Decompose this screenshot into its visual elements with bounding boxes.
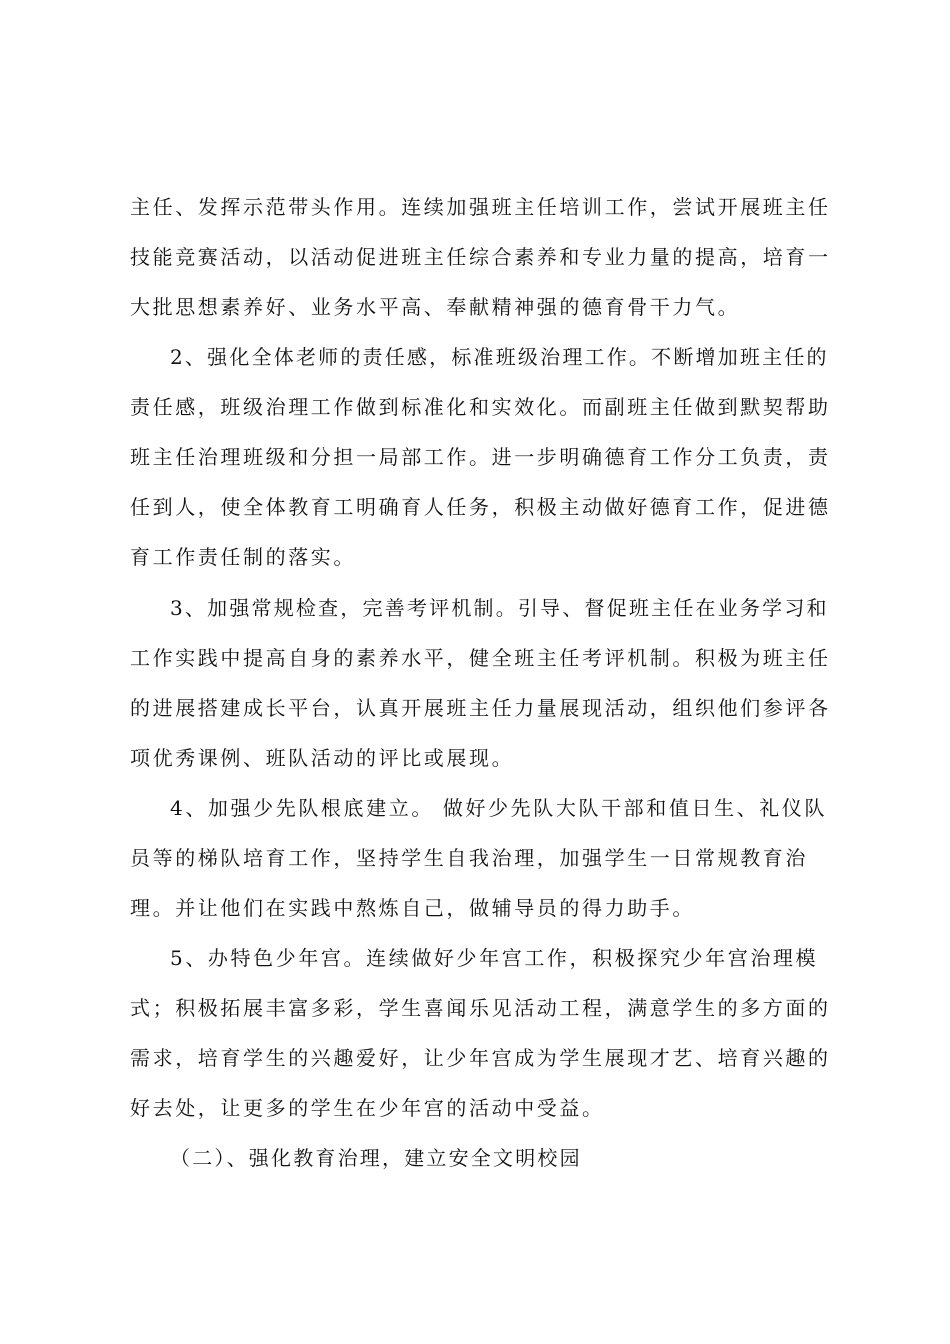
- paragraph-line: 工作实践中提高自身的素养水平，健全班主任考评机制。积极为班主任: [130, 646, 831, 670]
- paragraph-line: 2、强化全体老师的责任感，标准班级治理工作。不断增加班主任的: [170, 345, 829, 369]
- paragraph-line: 主任、发挥示范带头作用。连续加强班主任培训工作，尝试开展班主任: [130, 195, 831, 219]
- paragraph-line: 技能竞赛活动，以活动促进班主任综合素养和专业力量的提高，培育一: [130, 245, 831, 269]
- paragraph-line: 5、办特色少年宫。连续做好少年宫工作，积极探究少年宫治理模: [170, 946, 819, 970]
- paragraph-line: 式；积极拓展丰富多彩，学生喜闻乐见活动工程，满意学生的多方面的: [130, 996, 831, 1020]
- paragraph-line: 的进展搭建成长平台，认真开展班主任力量展现活动，组织他们参评各: [130, 696, 831, 720]
- paragraph-line: 项优秀课例、班队活动的评比或展现。: [130, 746, 515, 770]
- paragraph-line: 大批思想素养好、业务水平高、奉献精神强的德育骨干力气。: [130, 295, 741, 319]
- paragraph-line: 任到人，使全体教育工明确育人任务，积极主动做好德育工作，促进德: [130, 495, 831, 519]
- paragraph-line: 理。并让他们在实践中熬炼自己，做辅导员的得力助手。: [130, 896, 695, 920]
- paragraph-line: 需求，培育学生的兴趣爱好，让少年宫成为学生展现才艺、培育兴趣的: [130, 1046, 831, 1070]
- paragraph-line: 好去处，让更多的学生在少年宫的活动中受益。: [130, 1096, 605, 1120]
- section-heading: （二）、强化教育治理，建立安全文明校园: [170, 1146, 582, 1170]
- paragraph-line: 3、加强常规检查，完善考评机制。引导、督促班主任在业务学习和: [170, 596, 829, 620]
- paragraph-line: 4、加强少先队根底建立。 做好少先队大队干部和值日生、礼仪队: [170, 796, 828, 820]
- paragraph-line: 育工作责任制的落实。: [130, 545, 356, 569]
- paragraph-line: 责任感，班级治理工作做到标准化和实效化。而副班主任做到默契帮助: [130, 395, 831, 419]
- paragraph-line: 班主任治理班级和分担一局部工作。进一步明确德育工作分工负责，责: [130, 445, 831, 469]
- paragraph-line: 员等的梯队培育工作，坚持学生自我治理，加强学生一日常规教育治: [130, 846, 808, 870]
